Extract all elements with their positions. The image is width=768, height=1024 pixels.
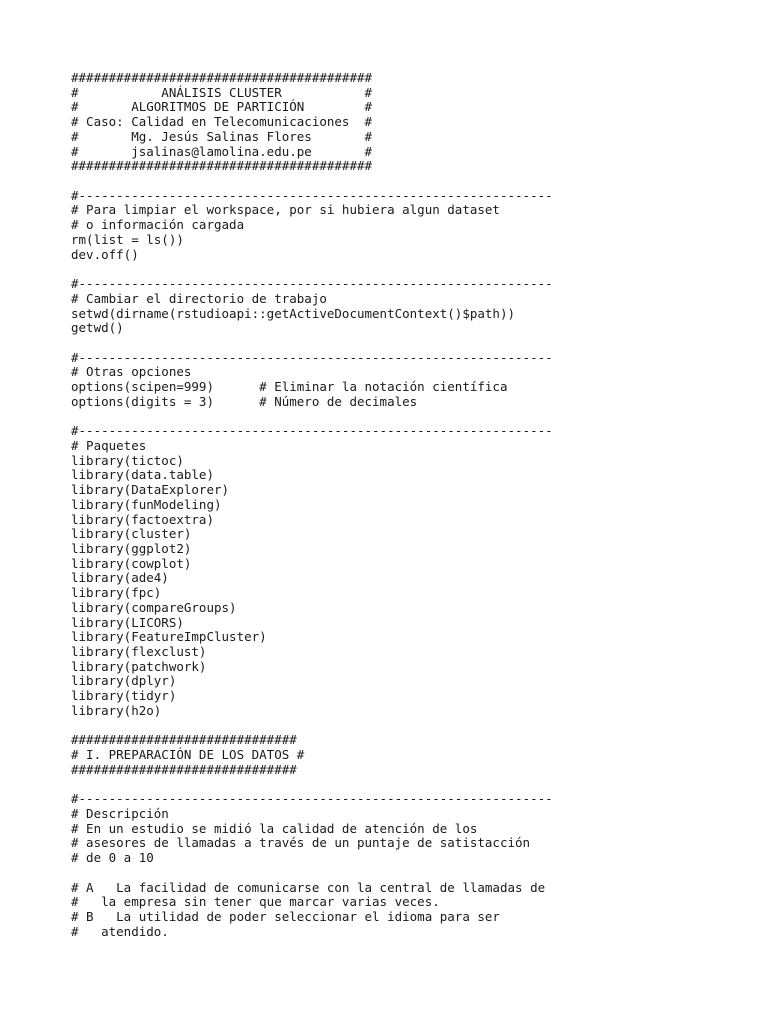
code-line: library(factoextra) xyxy=(71,511,214,527)
code-line: ######################################## xyxy=(71,70,373,85)
code-line: # Otras opciones xyxy=(71,364,192,380)
code-line: library(data.table) xyxy=(71,467,214,483)
code-line: # ALGORITMOS DE PARTICIÓN # xyxy=(71,99,373,115)
code-line: # Mg. Jesús Salinas Flores # xyxy=(71,128,373,144)
code-line: library(LICORS) xyxy=(71,614,184,630)
code-line: library(FeatureImpCluster) xyxy=(71,629,267,645)
code-line: ############################## xyxy=(71,732,297,748)
code-line: #--------------------------------------------------------------- xyxy=(71,791,553,807)
code-line xyxy=(71,262,553,277)
code-line: # Cambiar el directorio de trabajo xyxy=(71,290,327,306)
code-line: library(fpc) xyxy=(71,585,162,601)
code-line: library(h2o) xyxy=(71,702,162,718)
code-line: library(DataExplorer) xyxy=(71,482,230,498)
code-line: library(tictoc) xyxy=(71,452,184,468)
code-line: library(flexclust) xyxy=(71,644,207,660)
code-line: ############################## xyxy=(71,761,297,777)
code-line: # ANÁLISIS CLUSTER # xyxy=(71,84,373,100)
code-line: #--------------------------------------------------------------- xyxy=(71,187,553,203)
code-line: dev.off() xyxy=(71,246,139,262)
code-line: setwd(dirname(rstudioapi::getActiveDocumentContext()$path)) xyxy=(71,305,516,321)
r-script-code xyxy=(71,71,553,939)
code-line: # Paquetes xyxy=(71,437,147,453)
code-line: # asesores de llamadas a través de un puntaje de satistacción xyxy=(71,835,531,851)
code-line: library(tidyr) xyxy=(71,688,177,704)
code-line: #--------------------------------------------------------------- xyxy=(71,423,553,439)
code-line: ######################################## xyxy=(71,158,373,174)
code-line: rm(list = ls()) xyxy=(71,231,184,247)
code-line: library(compareGroups) xyxy=(71,599,237,615)
code-line xyxy=(71,719,553,734)
code-line: # jsalinas@lamolina.edu.pe # xyxy=(71,143,373,159)
code-line: library(patchwork) xyxy=(71,658,207,674)
code-line xyxy=(71,778,553,793)
code-line: library(funModeling) xyxy=(71,496,222,512)
code-line: library(ggplot2) xyxy=(71,541,192,556)
code-line: # B La utilidad de poder seleccionar el idioma para ser xyxy=(71,908,500,924)
code-line: # de 0 a 10 xyxy=(71,850,154,866)
code-line: # o información cargada xyxy=(71,217,245,233)
code-line xyxy=(71,410,553,425)
code-line: # A La facilidad de comunicarse con la central de llamadas de xyxy=(71,879,546,895)
code-line: # Para limpiar el workspace, por si hubiera algun dataset xyxy=(71,202,500,218)
code-line: #--------------------------------------------------------------- xyxy=(71,276,553,292)
code-line: # Caso: Calidad en Telecomunicaciones # xyxy=(71,114,373,130)
code-line: library(cluster) xyxy=(71,526,192,542)
code-line: # En un estudio se midió la calidad de atención de los xyxy=(71,820,478,836)
code-line: getwd() xyxy=(71,320,124,336)
code-line xyxy=(71,174,553,189)
code-line: #--------------------------------------------------------------- xyxy=(71,349,553,365)
code-line: # la empresa sin tener que marcar varias veces. xyxy=(71,894,440,910)
code-line: library(ade4) xyxy=(71,570,169,586)
code-line xyxy=(71,336,553,351)
code-line: library(cowplot) xyxy=(71,555,192,571)
code-line: # Descripción xyxy=(71,805,169,821)
code-line: # I. PREPARACIÓN DE LOS DATOS # xyxy=(71,747,305,763)
code-line: options(digits = 3) # Número de decimales xyxy=(71,393,418,409)
code-line: library(dplyr) xyxy=(71,673,177,689)
code-line: # atendido. xyxy=(71,923,169,939)
code-line: options(scipen=999) # Eliminar la notación científica xyxy=(71,379,508,395)
code-line xyxy=(71,866,553,881)
